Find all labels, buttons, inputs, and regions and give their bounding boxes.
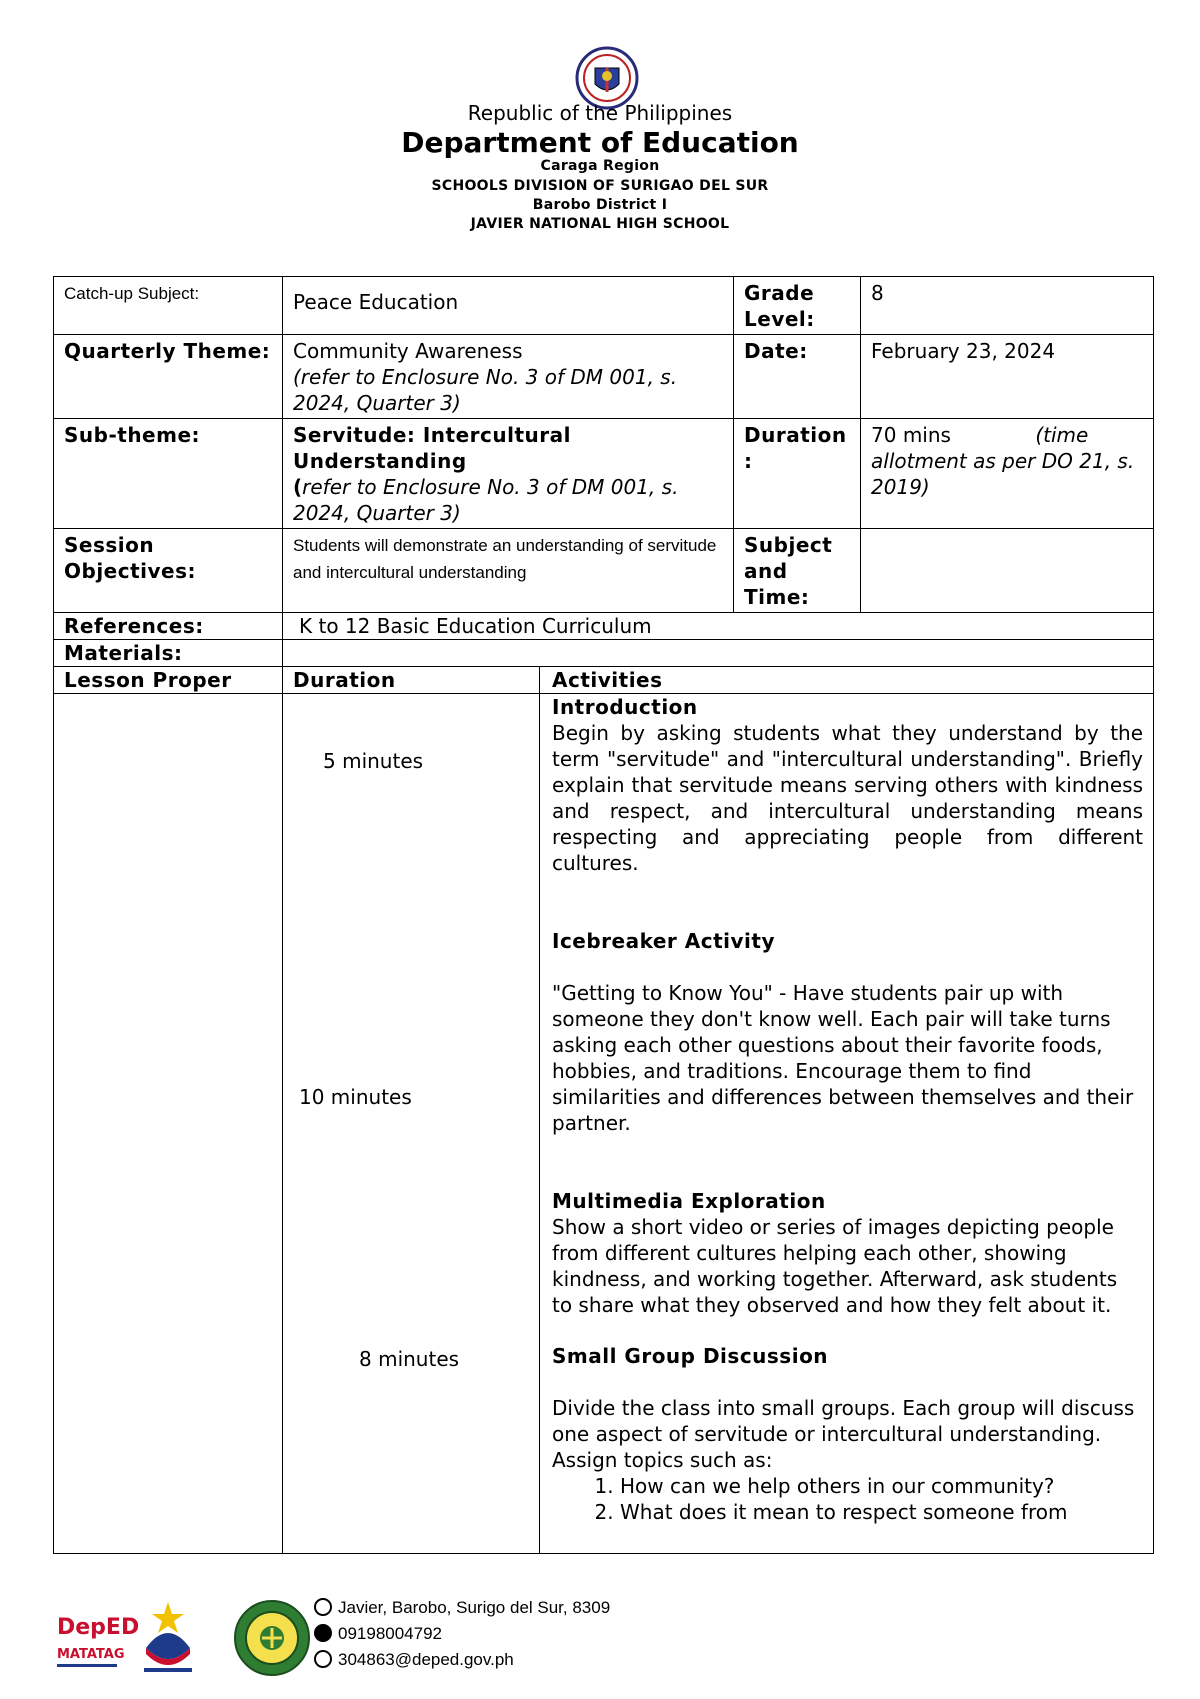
multimedia-text: Show a short video or series of images depicting people from different cultures helping each other, showing kindness, and working together. Afterward, ask students to share what they observed and how they felt about it. bbox=[552, 1215, 1118, 1317]
school-seal-logo bbox=[232, 1598, 312, 1678]
duration-cell-body bbox=[283, 694, 540, 1554]
footer bbox=[0, 1590, 1200, 1690]
bagong-pilipinas-logo bbox=[138, 1598, 198, 1678]
objectives-value: Students will demonstrate an understanding of servitude and intercultural understanding bbox=[283, 529, 734, 613]
duration-intro: 5 minutes bbox=[323, 749, 424, 773]
row-materials bbox=[54, 640, 1154, 667]
contact-address bbox=[314, 1598, 610, 1618]
header-division: SCHOOLS DIVISION OF SURIGAO DEL SUR bbox=[431, 178, 769, 194]
subtheme-cell bbox=[283, 419, 734, 529]
qtheme-label: Quarterly Theme: bbox=[54, 335, 283, 419]
header-region: Caraga Region bbox=[540, 158, 660, 174]
row-quarterly-theme bbox=[54, 335, 1154, 419]
icebreaker-title: Icebreaker Activity bbox=[552, 929, 775, 953]
duration-cell bbox=[861, 419, 1154, 529]
duration-multimedia: 8 minutes bbox=[359, 1347, 460, 1371]
references-label: References: bbox=[54, 613, 283, 640]
deped-matatag-logo bbox=[55, 1600, 140, 1675]
header-department: Department of Education bbox=[401, 126, 799, 159]
date-label: Date: bbox=[734, 335, 861, 419]
lesson-proper-cell bbox=[54, 694, 283, 1554]
objectives-label: Session Objectives: bbox=[54, 529, 283, 613]
subject-time-value bbox=[861, 529, 1154, 613]
grade-value: 8 bbox=[861, 277, 1154, 335]
intro-title: Introduction bbox=[552, 695, 698, 719]
duration-icebreaker: 10 minutes bbox=[299, 1085, 412, 1109]
row-lesson-header bbox=[54, 667, 1154, 694]
row-session-objectives bbox=[54, 529, 1154, 613]
group-topics-list bbox=[552, 1473, 1143, 1525]
duration-note: (time allotment as per DO 21, s. 2019) bbox=[871, 423, 1135, 499]
contact-phone bbox=[314, 1624, 442, 1644]
svg-text:DepED: DepED bbox=[57, 1615, 140, 1640]
email-icon bbox=[314, 1650, 332, 1668]
subject-time-label: Subject and Time: bbox=[734, 529, 861, 613]
row-catchup-subject bbox=[54, 277, 1154, 335]
materials-value bbox=[283, 640, 1154, 667]
intro-text: Begin by asking students what they understand by the term "servitude" and "intercultural understanding". Briefly explain that servitude means serving others with kindness and respect, and intercultural understanding means respecting and appreciating people from different cultures. bbox=[552, 721, 1144, 875]
location-icon bbox=[314, 1598, 332, 1616]
materials-label: Materials: bbox=[54, 640, 283, 667]
catchup-value: Peace Education bbox=[283, 277, 734, 335]
subtheme-ref: refer to Enclosure No. 3 of DM 001, s. 2024, Quarter 3) bbox=[293, 475, 679, 525]
address-text: Javier, Barobo, Surigo del Sur, 8309 bbox=[338, 1598, 611, 1617]
subtheme-ref-paren: ( bbox=[293, 475, 303, 499]
header-district: Barobo District I bbox=[532, 197, 668, 213]
duration-value: 70 mins bbox=[871, 423, 951, 447]
svg-text:MATATAG: MATATAG bbox=[57, 1647, 125, 1662]
activities-cell bbox=[540, 694, 1154, 1554]
references-value: K to 12 Basic Education Curriculum bbox=[283, 613, 1154, 640]
group-text: Divide the class into small groups. Each group will discuss one aspect of servitude or intercultural understanding. Assign topics such as: bbox=[552, 1396, 1135, 1472]
email-text: 304863@deped.gov.ph bbox=[338, 1650, 514, 1669]
qtheme-ref: (refer to Enclosure No. 3 of DM 001, s. 2024, Quarter 3) bbox=[293, 365, 678, 415]
catchup-label: Catch-up Subject: bbox=[54, 277, 283, 335]
multimedia-title: Multimedia Exploration bbox=[552, 1189, 826, 1213]
phone-icon bbox=[314, 1624, 332, 1642]
date-value: February 23, 2024 bbox=[861, 335, 1154, 419]
header-republic: Republic of the Philippines bbox=[467, 101, 733, 125]
subtheme-label: Sub-theme: bbox=[54, 419, 283, 529]
col-lesson-proper: Lesson Proper bbox=[54, 667, 283, 694]
row-sub-theme bbox=[54, 419, 1154, 529]
phone-text: 09198004792 bbox=[338, 1624, 443, 1643]
group-topic-item: 2. What does it mean to respect someone from bbox=[620, 1499, 1143, 1525]
row-references bbox=[54, 613, 1154, 640]
qtheme-value: Community Awareness bbox=[293, 339, 523, 363]
group-topic-item: 1. How can we help others in our community? bbox=[620, 1473, 1143, 1499]
contact-email bbox=[314, 1650, 514, 1670]
lesson-plan-table bbox=[53, 276, 1154, 1554]
row-lesson-body bbox=[54, 694, 1154, 1554]
duration-label: Duration : bbox=[734, 419, 861, 529]
icebreaker-text: "Getting to Know You" - Have students pair up with someone they don't know well. Each pair will take turns asking each other questions about their favorite foods, hobbies, and traditions. Encourage them to find similarities and differences between themselves and their partner. bbox=[552, 981, 1134, 1135]
header-school: JAVIER NATIONAL HIGH SCHOOL bbox=[470, 216, 730, 232]
subtheme-value: Servitude: Intercultural Understanding bbox=[293, 423, 571, 473]
group-title: Small Group Discussion bbox=[552, 1344, 829, 1368]
col-duration: Duration bbox=[283, 667, 540, 694]
qtheme-cell bbox=[283, 335, 734, 419]
grade-label: Grade Level: bbox=[734, 277, 861, 335]
col-activities: Activities bbox=[540, 667, 1154, 694]
